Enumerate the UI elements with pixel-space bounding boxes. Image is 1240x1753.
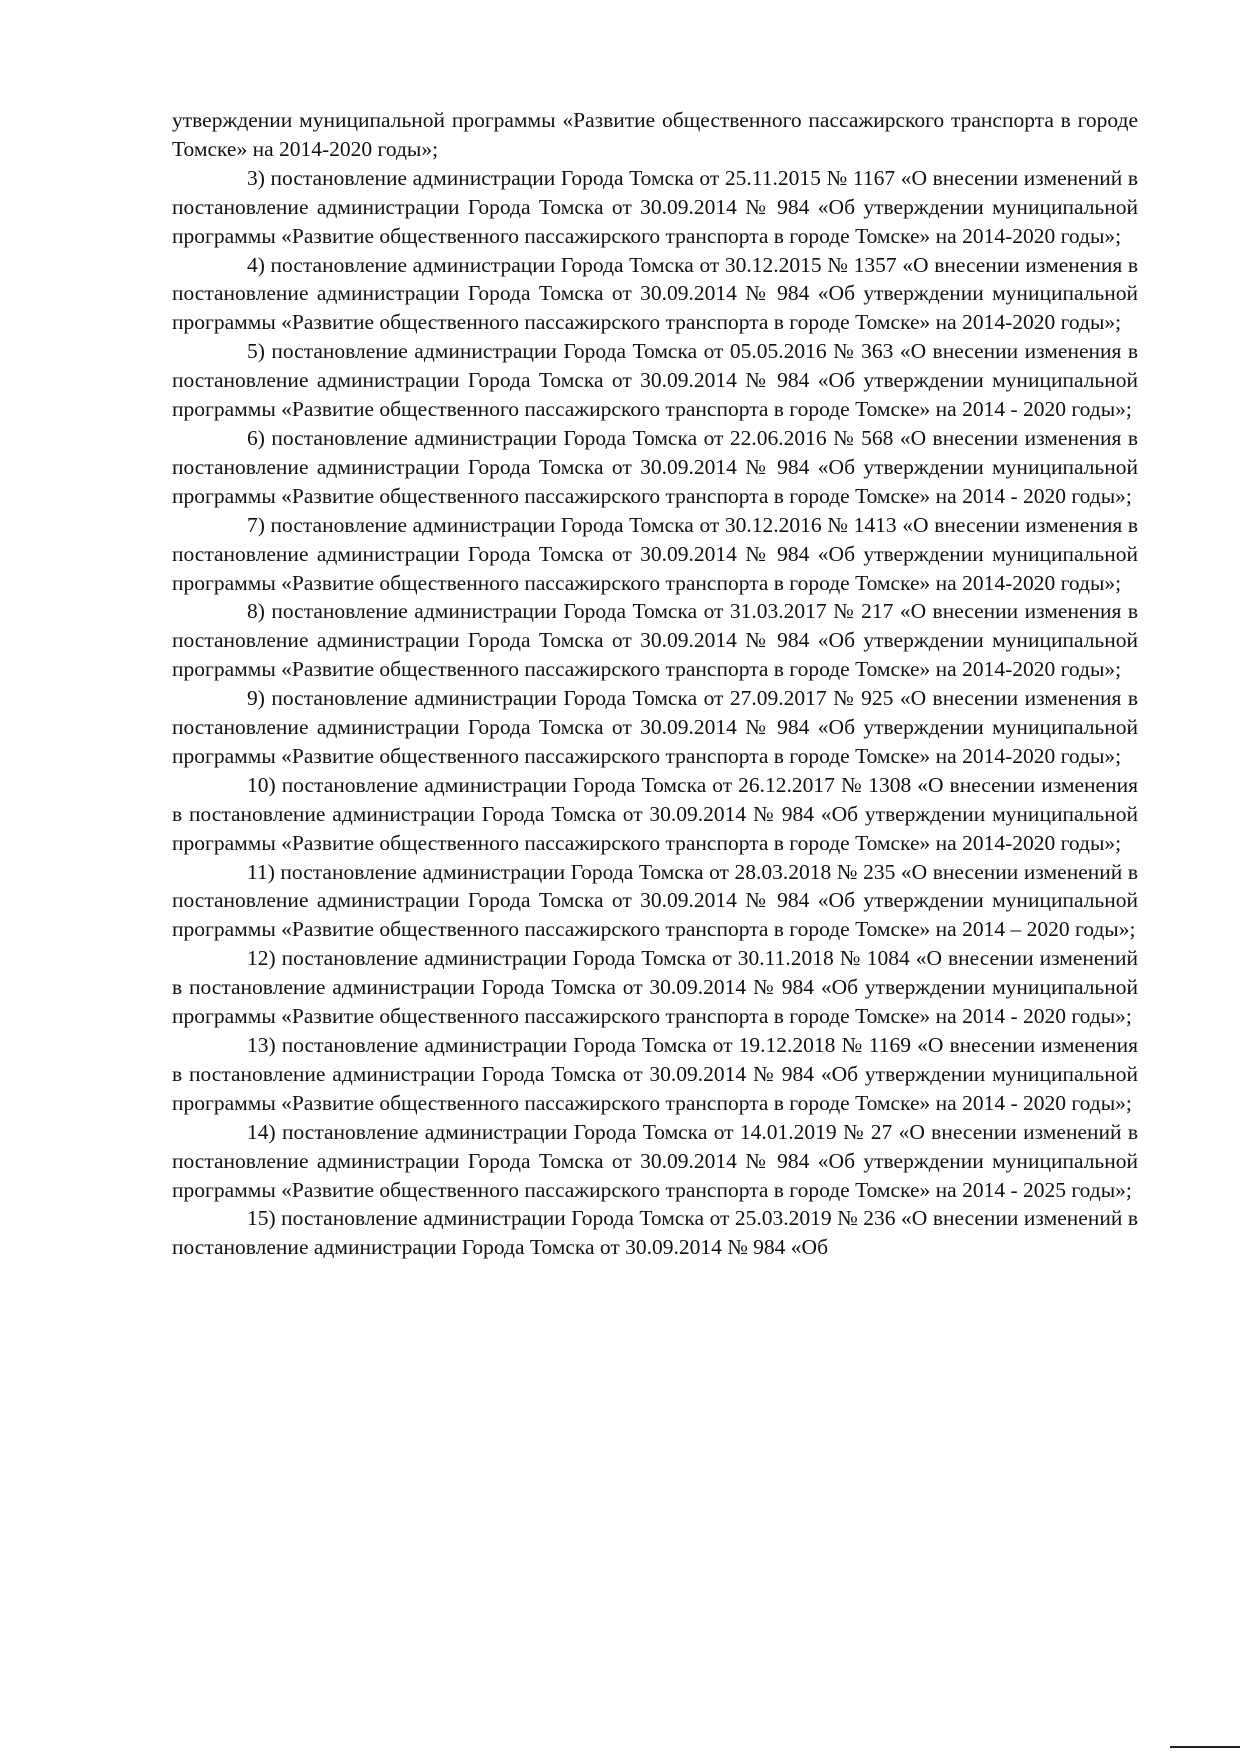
list-item-11: 11) постановление администрации Города Томска от 28.03.2018 № 235 «О внесении изменений в постановление администрации Города Томска от 30.09.2014 № 984 «Об утверждении муниципальной программы «Развитие общественного пассажирского транспорта в городе Томске» на 2014 – 2020 годы»;: [172, 859, 1138, 942]
list-item-10: 10) постановление администрации Города Томска от 26.12.2017 № 1308 «О внесении изменения в постановление администрации Города Томска от 30.09.2014 № 984 «Об утверждении муниципальной программы «Развитие общественного пассажирского транспорта в городе Томске» на 2014-2020 годы»;: [172, 772, 1138, 855]
list-item-12: 12) постановление администрации Города Томска от 30.11.2018 № 1084 «О внесении изменений в постановление администрации Города Томска от 30.09.2014 № 984 «Об утверждении муниципальной программы «Развитие общественного пассажирского транспорта в городе Томске» на 2014 - 2020 годы»;: [172, 946, 1138, 1029]
list-item-13: 13) постановление администрации Города Томска от 19.12.2018 № 1169 «О внесении изменения в постановление администрации Города Томска от 30.09.2014 № 984 «Об утверждении муниципальной программы «Развитие общественного пассажирского транспорта в городе Томске» на 2014 - 2020 годы»;: [172, 1033, 1138, 1115]
list-item-6: 6) постановление администрации Города Томска от 22.06.2016 № 568 «О внесении изменения в постановление администрации Города Томска от 30.09.2014 № 984 «Об утверждении муниципальной программы «Развитие общественного пассажирского транспорта в городе Томске» на 2014 - 2020 годы»;: [172, 425, 1138, 508]
list-item-7: 7) постановление администрации Города Томска от 30.12.2016 № 1413 «О внесении изменения в постановление администрации Города Томска от 30.09.2014 № 984 «Об утверждении муниципальной программы «Развитие общественного пассажирского транспорта в городе Томске» на 2014-2020 годы»;: [172, 512, 1138, 595]
scan-edge-line: [1170, 1746, 1240, 1748]
list-item-8: 8) постановление администрации Города Томска от 31.03.2017 № 217 «О внесении изменения в постановление администрации Города Томска от 30.09.2014 № 984 «Об утверждении муниципальной программы «Развитие общественного пассажирского транспорта в городе Томске» на 2014-2020 годы»;: [172, 599, 1138, 682]
paragraph-continuation: утверждении муниципальной программы «Развитие общественного пассажирского транспорта в городе Томске» на 2014-2020 годы»;: [172, 108, 1138, 161]
list-item-14: 14) постановление администрации Города Томска от 14.01.2019 № 27 «О внесении изменений в постановление администрации Города Томска от 30.09.2014 № 984 «Об утверждении муниципальной программы «Развитие общественного пассажирского транспорта в городе Томске» на 2014 - 2025 годы»;: [172, 1119, 1138, 1202]
list-item-5: 5) постановление администрации Города Томска от 05.05.2016 № 363 «О внесении изменения в постановление администрации Города Томска от 30.09.2014 № 984 «Об утверждении муниципальной программы «Развитие общественного пассажирского транспорта в городе Томске» на 2014 - 2020 годы»;: [172, 339, 1138, 422]
document-body: [172, 106, 1138, 1262]
list-item-15: 15) постановление администрации Города Томска от 25.03.2019 № 236 «О внесении изменений в постановление администрации Города Томска от 30.09.2014 № 984 «Об: [172, 1206, 1138, 1260]
list-item-3: 3) постановление администрации Города Томска от 25.11.2015 № 1167 «О внесении изменений в постановление администрации Города Томска от 30.09.2014 № 984 «Об утверждении муниципальной программы «Развитие общественного пассажирского транспорта в городе Томске» на 2014-2020 годы»;: [172, 165, 1138, 248]
list-item-4: 4) постановление администрации Города Томска от 30.12.2015 № 1357 «О внесении изменения в постановление администрации Города Томска от 30.09.2014 № 984 «Об утверждении муниципальной программы «Развитие общественного пассажирского транспорта в городе Томске» на 2014-2020 годы»;: [172, 252, 1138, 335]
list-item-9: 9) постановление администрации Города Томска от 27.09.2017 № 925 «О внесении изменения в постановление администрации Города Томска от 30.09.2014 № 984 «Об утверждении муниципальной программы «Развитие общественного пассажирского транспорта в городе Томске» на 2014-2020 годы»;: [172, 686, 1138, 768]
